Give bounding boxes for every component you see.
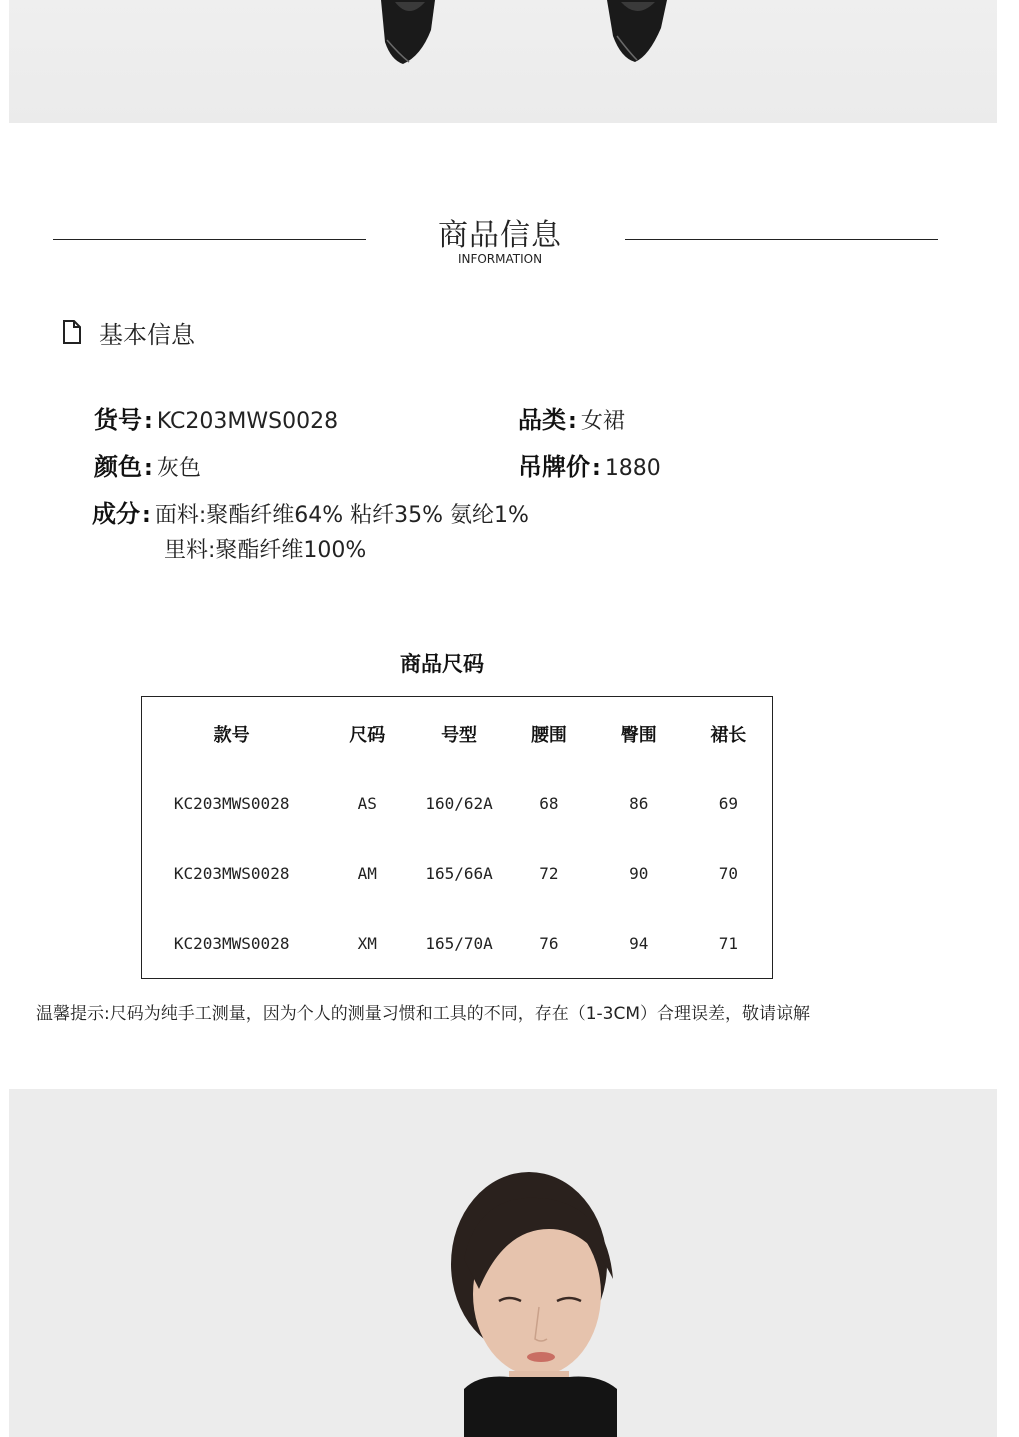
- header-waist: 腰围: [530, 724, 567, 746]
- divider-right: [625, 239, 938, 240]
- item-no-label: 货号: [94, 406, 142, 434]
- item-no-value: KC203MWS0028: [156, 409, 339, 434]
- size-table-header-row: [142, 697, 773, 769]
- size-chart-title: 商品尺码: [400, 652, 484, 676]
- composition-field: [92, 494, 529, 529]
- composition-line2-row: [164, 533, 366, 564]
- cell-length: 69: [718, 794, 738, 813]
- color-value: 灰色: [156, 456, 201, 481]
- tag-price-label: 吊牌价: [518, 453, 590, 481]
- color-field: [94, 447, 201, 482]
- cell-hip: 90: [629, 864, 649, 883]
- section-title: 商品信息: [438, 218, 562, 253]
- section-header: [0, 205, 1019, 275]
- size-table: [141, 696, 773, 979]
- item-no-field: [94, 400, 338, 435]
- colon: :: [142, 503, 151, 528]
- composition-label: 成分: [92, 500, 140, 528]
- model-image: [9, 1089, 997, 1437]
- colon: :: [592, 456, 601, 481]
- cell-size: AS: [357, 794, 377, 813]
- measurement-tip: 温馨提示:尺码为纯手工测量，因为个人的测量习惯和工具的不同，存在（1-3CM）合理误差，敬请谅解: [36, 1004, 811, 1024]
- colon: :: [568, 409, 577, 434]
- table-row: [142, 909, 773, 979]
- table-row: [142, 839, 773, 909]
- cell-length: 71: [718, 933, 738, 953]
- colon: :: [144, 456, 153, 481]
- cell-hip: 94: [629, 933, 649, 953]
- cell-fit: 160/62A: [425, 794, 493, 813]
- header-fit: 号型: [441, 724, 478, 746]
- cell-size: AM: [357, 864, 377, 883]
- section-subtitle: INFORMATION: [457, 252, 543, 266]
- cell-style-no: KC203MWS0028: [173, 933, 290, 953]
- cell-hip: 86: [629, 794, 649, 813]
- cell-waist: 72: [539, 864, 559, 883]
- tag-price-field: [518, 447, 661, 482]
- cell-fit: 165/70A: [425, 933, 493, 953]
- cell-waist: 76: [539, 933, 559, 953]
- header-hip: 臀围: [620, 724, 657, 746]
- cell-size: XM: [357, 933, 377, 953]
- header-length: 裙长: [710, 724, 747, 746]
- color-label: 颜色: [94, 453, 142, 481]
- tag-price-value: 1880: [604, 456, 661, 481]
- cell-waist: 68: [539, 794, 559, 813]
- category-value: 女裙: [580, 409, 625, 434]
- basic-info-heading: [62, 315, 195, 349]
- composition-line1: 面料:聚酯纤维64% 粘纤35% 氨纶1%: [154, 503, 529, 528]
- basic-info-heading-text: 基本信息: [99, 320, 195, 349]
- product-photo-model: [9, 1089, 997, 1437]
- colon: :: [144, 409, 153, 434]
- shoe-right-image: [597, 0, 677, 70]
- header-style-no: 款号: [213, 724, 250, 746]
- product-photo-top: [9, 0, 997, 123]
- table-row: [142, 769, 773, 839]
- category-field: [518, 400, 625, 435]
- divider-left: [53, 239, 366, 240]
- shoe-left-image: [369, 0, 449, 70]
- category-label: 品类: [518, 406, 566, 434]
- document-icon: [62, 319, 82, 345]
- header-size: 尺码: [349, 724, 386, 746]
- composition-line2: 里料:聚酯纤维100%: [164, 538, 367, 563]
- cell-style-no: KC203MWS0028: [173, 864, 290, 883]
- cell-fit: 165/66A: [425, 864, 493, 883]
- cell-style-no: KC203MWS0028: [173, 794, 290, 813]
- cell-length: 70: [718, 864, 738, 883]
